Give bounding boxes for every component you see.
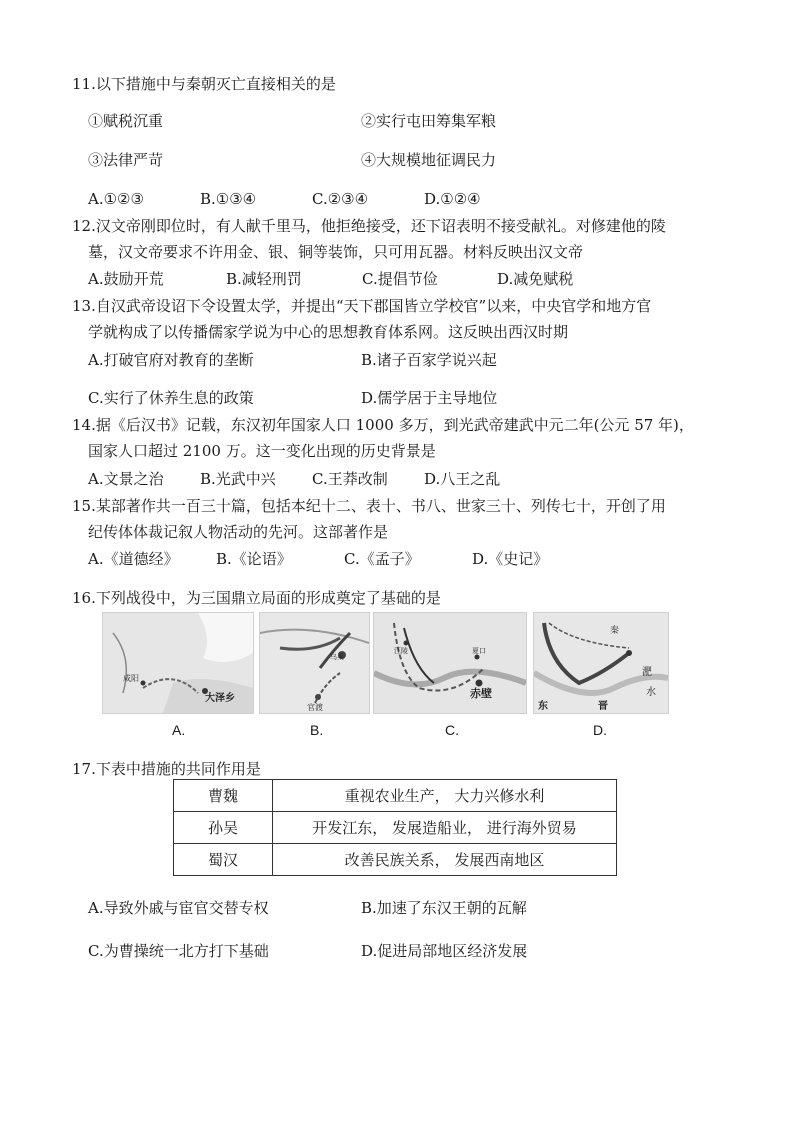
q11-item-4: ④大规模地征调民力 (361, 151, 497, 169)
q16-map-label-b[interactable]: B. (310, 722, 324, 738)
question-17-stem: 17.下表中措施的共同作用是 (72, 760, 261, 778)
table-cell-measure: 开发江东， 发展造船业， 进行海外贸易 (273, 812, 617, 844)
question-14-stem-line1: 14.据《后汉书》记载，东汉初年国家人口 1000 多万，到光武帝建武中元二年(公元 57 年)， (72, 416, 694, 434)
table-cell-measure: 重视农业生产， 大力兴修水利 (273, 780, 617, 812)
map-d-feishui-battle (533, 612, 669, 714)
q15-option-c[interactable]: C.《孟子》 (344, 550, 420, 568)
q13-option-a[interactable]: A.打破官府对教育的垄断 (88, 351, 254, 369)
q17-option-a[interactable]: A.导致外戚与宦官交替专权 (88, 899, 269, 917)
q14-option-a[interactable]: A.文景之治 (88, 470, 164, 488)
map-d-label-jin: 晋 (598, 701, 608, 712)
table-cell-state: 孙吴 (174, 812, 273, 844)
table-cell-measure: 改善民族关系， 发展西南地区 (273, 844, 617, 876)
q11-item-2: ②实行屯田筹集军粮 (361, 112, 497, 130)
q11-option-a[interactable]: A.①②③ (88, 190, 144, 208)
q13-option-d[interactable]: D.儒学居于主导地位 (361, 389, 498, 407)
q12-option-d[interactable]: D.减免赋税 (497, 270, 574, 288)
q17-option-c[interactable]: C.为曹操统一北方打下基础 (88, 942, 269, 960)
q11-item-3: ③法律严苛 (88, 151, 164, 169)
q11-option-c[interactable]: C.②③④ (312, 190, 369, 208)
q11-option-b[interactable]: B.①③④ (200, 190, 257, 208)
q17-measures-table (173, 779, 617, 876)
map-a-drawing (103, 613, 253, 713)
question-12-stem-line1: 12.汉文帝刚即位时，有人献千里马，他拒绝接受，还下诏表明不接受献礼。对修建他的陵 (72, 217, 666, 235)
question-13-stem-line1: 13.自汉武帝设诏下令设置太学，并提出“天下郡国皆立学校官”以来，中央官学和地方官 (72, 297, 652, 315)
map-b-label-guandu: 官渡 (307, 703, 323, 712)
table-cell-state: 蜀汉 (174, 844, 273, 876)
map-d-drawing (534, 613, 668, 713)
table-row (174, 844, 617, 876)
q11-option-d[interactable]: D.①②④ (424, 190, 481, 208)
map-b-guandu-battle (259, 612, 370, 714)
q12-option-c[interactable]: C.提倡节俭 (362, 270, 438, 288)
q17-option-b[interactable]: B.加速了东汉王朝的瓦解 (361, 899, 527, 917)
question-14-stem-line2: 国家人口超过 2100 万。这一变化出现的历史背景是 (88, 442, 436, 460)
q14-option-c[interactable]: C.王莽改制 (312, 470, 388, 488)
map-a-label-xianyang: 咸阳 (123, 674, 139, 683)
q16-map-label-c[interactable]: C. (445, 722, 459, 738)
map-c-label-jiangling: 江陵 (394, 648, 408, 655)
table-cell-state: 曹魏 (174, 780, 273, 812)
map-b-label-wuchao: 乌巢 (330, 654, 344, 661)
map-c-label-xiakou: 夏口 (472, 648, 486, 655)
question-16-stem: 16.下列战役中，为三国鼎立局面的形成奠定了基础的是 (72, 589, 441, 607)
table-row (174, 780, 617, 812)
map-d-label-qin: 秦 (610, 625, 620, 635)
q17-option-d[interactable]: D.促进局部地区经济发展 (361, 942, 528, 960)
question-11-stem: 11.以下措施中与秦朝灭亡直接相关的是 (72, 75, 336, 93)
map-a-label-dazexiang: 大泽乡 (205, 693, 235, 704)
question-12-stem-line2: 墓，汉文帝要求不许用金、银、铜等装饰，只可用瓦器。材料反映出汉文帝 (88, 243, 584, 261)
q11-item-1: ①赋税沉重 (88, 112, 164, 130)
q12-option-a[interactable]: A.鼓励开荒 (88, 270, 164, 288)
map-a-dazexiang-uprising (102, 612, 254, 714)
q15-option-d[interactable]: D.《史记》 (472, 550, 549, 568)
q16-map-label-a[interactable]: A. (172, 722, 186, 738)
q14-option-b[interactable]: B.光武中兴 (200, 470, 276, 488)
question-13-stem-line2: 学就构成了以传播儒家学说为中心的思想教育体系网。这反映出西汉时期 (88, 323, 569, 341)
map-d-label-shui: 水 (646, 687, 656, 698)
q15-option-a[interactable]: A.《道德经》 (88, 550, 179, 568)
map-d-label-fei: 淝 (642, 667, 652, 678)
map-c-drawing (374, 613, 526, 713)
q13-option-b[interactable]: B.诸子百家学说兴起 (361, 351, 497, 369)
q12-option-b[interactable]: B.减轻刑罚 (226, 270, 302, 288)
map-c-label-chibi: 赤壁 (470, 688, 492, 700)
q16-map-label-d[interactable]: D. (593, 722, 607, 738)
table-row (174, 812, 617, 844)
q14-option-d[interactable]: D.八王之乱 (424, 470, 501, 488)
q15-option-b[interactable]: B.《论语》 (216, 550, 292, 568)
map-d-label-dong: 东 (538, 701, 548, 712)
question-15-stem-line1: 15.某部著作共一百三十篇，包括本纪十二、表十、书八、世家三十、列传七十，开创了用 (72, 497, 666, 515)
map-c-chibi-battle (373, 612, 527, 714)
question-15-stem-line2: 纪传体体裁记叙人物活动的先河。这部著作是 (88, 523, 389, 541)
map-b-drawing (260, 613, 369, 713)
q13-option-c[interactable]: C.实行了休养生息的政策 (88, 389, 254, 407)
